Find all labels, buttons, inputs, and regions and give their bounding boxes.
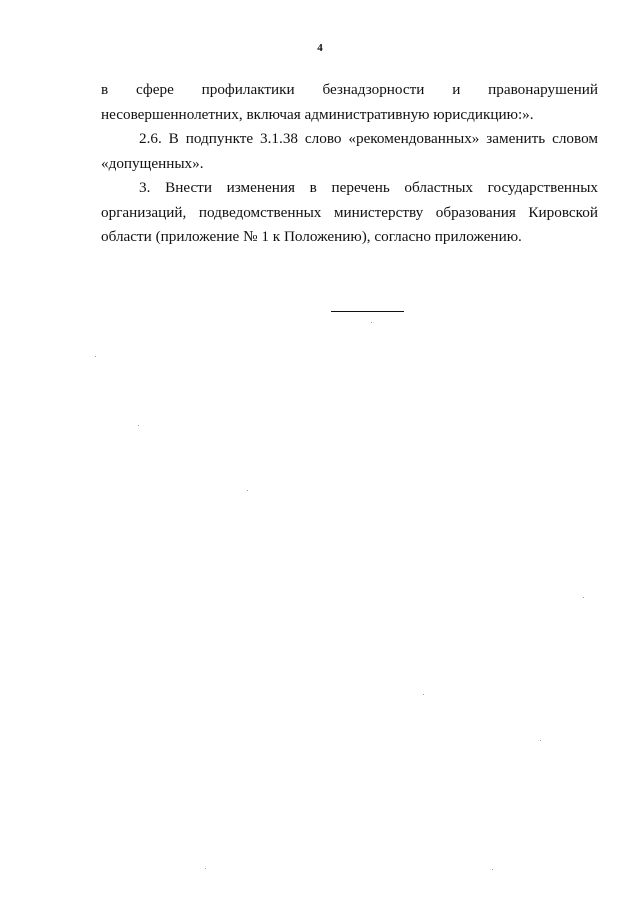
word: безнадзорности (322, 81, 425, 98)
scan-speck (371, 322, 372, 323)
word: и (452, 81, 461, 98)
word: сфере (135, 81, 174, 98)
page-number: 4 (317, 42, 323, 54)
document-body (101, 78, 598, 250)
word: правонарушений (488, 81, 598, 98)
paragraph-3: 3. Внести изменения в перечень областных государственных организаций, подведомственных министерству образования Кировской области (приложение № 1 к Положению), согласно приложению. (101, 179, 598, 245)
scan-speck (205, 868, 206, 869)
word: в (101, 81, 109, 98)
scan-speck (247, 490, 248, 491)
word: профилактики (201, 81, 295, 98)
separator-line (331, 311, 404, 312)
scan-speck (540, 740, 541, 741)
scan-speck (423, 694, 424, 695)
scan-speck (492, 869, 493, 870)
paragraph-1-line-2: несовершеннолетних, включая административную юрисдикцию:». (101, 105, 534, 123)
scan-speck (95, 356, 96, 357)
scan-speck (583, 597, 584, 598)
paragraph-2: 2.6. В подпункте 3.1.38 слово «рекомендованных» заменить словом «допущенных». (101, 130, 598, 172)
scan-speck (138, 425, 139, 426)
paragraph-1-line-1 (101, 78, 598, 103)
paragraph-1 (101, 78, 598, 127)
